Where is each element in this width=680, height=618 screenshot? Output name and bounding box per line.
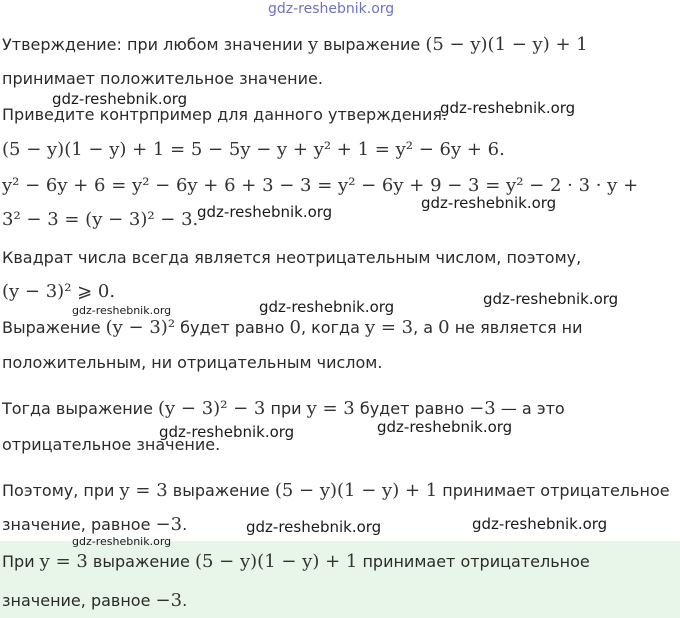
- math: (5 − y)(1 − y) + 1: [194, 551, 358, 572]
- watermark: gdz-reshebnik.org: [440, 99, 576, 117]
- math: −3: [469, 398, 496, 419]
- text: выражение: [167, 481, 275, 500]
- text: Утверждение: при любом значении: [2, 35, 309, 54]
- watermark: gdz-reshebnik.org: [246, 518, 382, 536]
- math: 0: [438, 317, 450, 338]
- math: (5 − y)(1 − y) + 1: [274, 480, 438, 501]
- answer-line-2: [2, 590, 187, 612]
- math: (y − 3)² − 3: [158, 398, 266, 419]
- text: будет равно: [175, 318, 290, 337]
- text: .: [182, 515, 188, 534]
- equation-line-2: y² − 6y + 6 = y² − 6y + 6 + 3 − 3 = y² − 6y + 9 − 3 = y² − 2 · 3 · y +: [2, 175, 639, 196]
- text: .: [182, 591, 188, 610]
- math: y = 3: [306, 398, 355, 419]
- math: y = 3: [39, 551, 88, 572]
- text: значение, равное: [2, 515, 156, 534]
- answer-line-1: [2, 551, 590, 573]
- task-line: Приведите контрпример для данного утверждения.: [2, 105, 448, 124]
- watermark: gdz-reshebnik.org: [52, 90, 188, 108]
- watermark: gdz-reshebnik.org: [472, 515, 608, 533]
- text: значение, равное: [2, 591, 156, 610]
- text: При: [2, 552, 40, 571]
- text: будет равно: [354, 399, 470, 418]
- math: −3: [155, 514, 183, 535]
- math: (y − 3)²: [105, 317, 176, 338]
- watermark: gdz-reshebnik.org: [197, 203, 333, 221]
- text: при: [265, 399, 307, 418]
- text: выражение: [87, 552, 195, 571]
- math: 0: [289, 317, 301, 338]
- math-y: y: [308, 34, 319, 55]
- inequality-line: (y − 3)² ⩾ 0.: [2, 281, 116, 302]
- explanation-line-1: Квадрат числа всегда является неотрицательным числом, поэтому,: [2, 248, 582, 267]
- text: принимает отрицательное: [437, 481, 670, 500]
- watermark: gdz-reshebnik.org: [259, 298, 395, 316]
- statement-line-1: [2, 34, 588, 56]
- explanation-line-5: отрицательное значение.: [2, 435, 221, 454]
- math: y = 3: [119, 480, 168, 501]
- text: принимает отрицательное: [357, 552, 590, 571]
- text: Выражение: [2, 318, 106, 337]
- text: не является ни: [449, 318, 583, 337]
- text: выражение: [318, 35, 426, 54]
- text: , когда: [300, 318, 365, 337]
- math: −3: [155, 590, 183, 611]
- watermark: gdz-reshebnik.org: [483, 290, 619, 308]
- watermark-small: gdz-reshebnik.org: [72, 535, 172, 548]
- watermark-small: gdz-reshebnik.org: [72, 304, 172, 317]
- watermark: gdz-reshebnik.org: [159, 423, 295, 441]
- text: , а: [413, 318, 439, 337]
- explanation-line-2: [2, 317, 583, 339]
- watermark: gdz-reshebnik.org: [421, 194, 557, 212]
- equation-line-3: 3² − 3 = (y − 3)² − 3.: [2, 209, 199, 230]
- text: — а это: [495, 399, 565, 418]
- explanation-line-4: [2, 398, 565, 420]
- watermark-top: gdz-reshebnik.org: [268, 1, 395, 17]
- math-expression: (5 − y)(1 − y) + 1: [425, 34, 588, 55]
- text: Поэтому, при: [2, 481, 120, 500]
- watermark: gdz-reshebnik.org: [377, 418, 513, 436]
- equation-line-1: (5 − y)(1 − y) + 1 = 5 − 5y − y + y² + 1 = y² − 6y + 6.: [2, 139, 505, 160]
- statement-line-2: принимает положительное значение.: [2, 69, 323, 88]
- explanation-line-3: положительным, ни отрицательным числом.: [2, 353, 383, 372]
- conclusion-line-2: [2, 514, 187, 536]
- text: Тогда выражение: [2, 399, 158, 418]
- math: y = 3: [364, 317, 414, 338]
- conclusion-line-1: [2, 480, 670, 502]
